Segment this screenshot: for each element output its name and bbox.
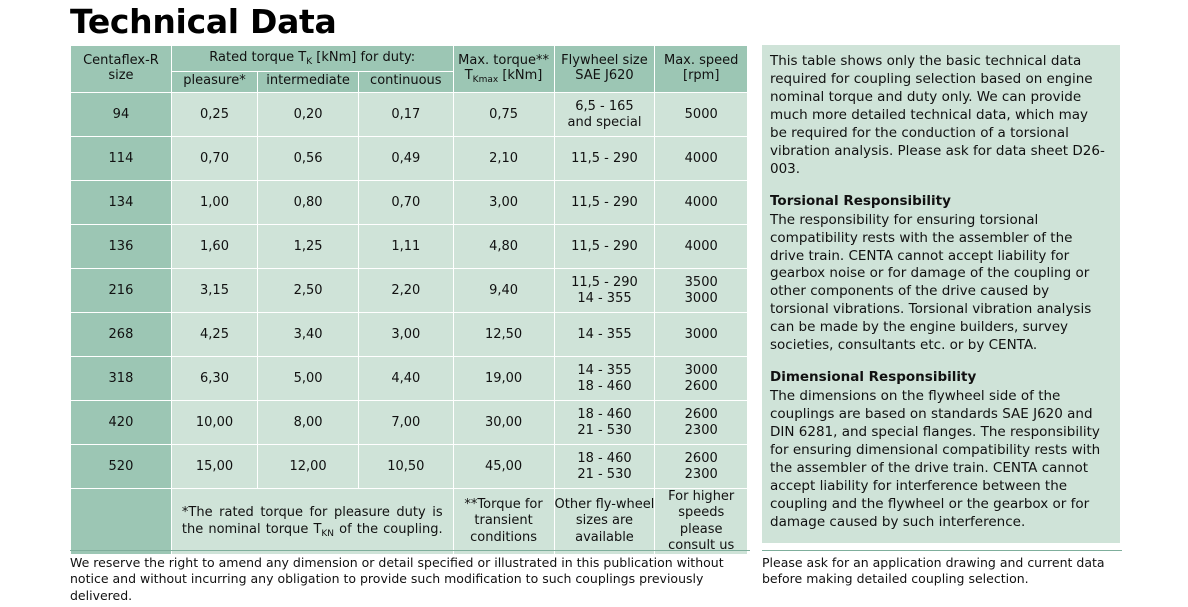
- cell-continuous: 0,70: [359, 181, 454, 225]
- table-header: [71, 46, 748, 93]
- cell-intermediate: 0,56: [258, 137, 359, 181]
- cell-flywheel-line2: 21 - 530: [577, 466, 632, 482]
- header-size-line1: Centaflex-R: [83, 53, 159, 69]
- side-dimensional-body: The dimensions on the flywheel side of the couplings are based on standards SAE J620 and DIN 6281, and special flanges. The responsibility for ensuring dimensional compatibility rests with the assembler of the drive train. CENTA cannot accept liability for interference between the coupling and the flywheel or the gearbox or for damage caused by such interference.: [770, 388, 1101, 530]
- cell-pleasure: 6,30: [171, 357, 257, 401]
- disclaimer-right: Please ask for an application drawing and current data before making detailed coupling selection.: [762, 550, 1122, 588]
- cell-continuous: 0,49: [359, 137, 454, 181]
- cell-pleasure: 1,60: [171, 225, 257, 269]
- cell-flywheel-line1: 14 - 355: [577, 362, 632, 378]
- table-row: [71, 445, 748, 489]
- table-row: [71, 357, 748, 401]
- cell-max-torque: 12,50: [453, 313, 554, 357]
- header-flywheel-line1: Flywheel size: [561, 53, 648, 69]
- cell-flywheel: [554, 445, 655, 489]
- cell-max-speed: 3000: [655, 313, 748, 357]
- header-flywheel: [554, 46, 655, 93]
- side-torsional-body: The responsibility for ensuring torsional compatibility rests with the assembler of the drive train. CENTA cannot accept liability for gearbox noise or for damage of the coupling or other components of the drive caused by torsional vibrations. Torsional vibration analysis can be made by the engine builders, survey societies, consultants etc. or by CENTA.: [770, 211, 1092, 354]
- side-torsional-heading: Torsional Responsibility: [770, 192, 951, 209]
- header-rated-torque-sub: K: [306, 56, 313, 67]
- header-max-torque: [453, 46, 554, 93]
- header-size: [71, 46, 172, 93]
- footnote-rated-sub: KN: [321, 528, 335, 539]
- footnote-max-torque: **Torque for transient conditions: [453, 489, 554, 555]
- header-max-torque-sub: Kmax: [472, 75, 499, 85]
- cell-size: 268: [71, 313, 172, 357]
- table-header-row-1: [71, 46, 748, 72]
- cell-flywheel-line2: 14 - 355: [577, 290, 632, 306]
- cell-continuous: 10,50: [359, 445, 454, 489]
- table-footnotes: [71, 489, 748, 555]
- cell-size: 134: [71, 181, 172, 225]
- header-flywheel-line2: SAE J620: [575, 68, 634, 83]
- cell-flywheel: [554, 401, 655, 445]
- cell-size: 318: [71, 357, 172, 401]
- table-row: [71, 269, 748, 313]
- footnote-max-speed: For higher speeds please consult us: [655, 489, 748, 555]
- cell-flywheel: 14 - 355: [554, 313, 655, 357]
- cell-flywheel-line1: 18 - 460: [577, 406, 632, 422]
- page-title: Technical Data: [70, 2, 337, 41]
- cell-max-speed-line2: 3000: [684, 290, 718, 306]
- disclaimer-left: We reserve the right to amend any dimension or detail specified or illustrated in this publication without notice and without incurring any obligation to provide such modification to such couplings previously delivered.: [70, 550, 750, 604]
- cell-size: 136: [71, 225, 172, 269]
- cell-max-speed-line2: 2300: [684, 422, 718, 438]
- header-max-speed-line1: Max. speed: [664, 53, 739, 69]
- header-rated-torque-rest: [kNm] for duty:: [312, 49, 416, 65]
- cell-max-torque: 45,00: [453, 445, 554, 489]
- cell-pleasure: 15,00: [171, 445, 257, 489]
- header-duty-intermediate: intermediate: [258, 71, 359, 92]
- cell-intermediate: 0,80: [258, 181, 359, 225]
- cell-flywheel-line2: 18 - 460: [577, 378, 632, 394]
- cell-max-speed: 4000: [655, 137, 748, 181]
- cell-flywheel: [554, 93, 655, 137]
- cell-intermediate: 12,00: [258, 445, 359, 489]
- cell-pleasure: 4,25: [171, 313, 257, 357]
- table-row: [71, 401, 748, 445]
- cell-continuous: 0,17: [359, 93, 454, 137]
- cell-max-torque: 9,40: [453, 269, 554, 313]
- cell-flywheel: 11,5 - 290: [554, 225, 655, 269]
- table-body: [71, 93, 748, 489]
- side-notes-panel: [762, 45, 1120, 543]
- table-row: [71, 93, 748, 137]
- cell-intermediate: 8,00: [258, 401, 359, 445]
- cell-continuous: 3,00: [359, 313, 454, 357]
- cell-continuous: 1,11: [359, 225, 454, 269]
- footnote-blank: [71, 489, 172, 555]
- side-intro: This table shows only the basic technical data required for coupling selection based on engine nominal torque and duty only. We can provide much more detailed technical data, which may be required for the conduction of a torsional vibration analysis. Please ask for data sheet D26-003.: [770, 53, 1105, 177]
- cell-pleasure: 0,25: [171, 93, 257, 137]
- table-row: [71, 225, 748, 269]
- cell-size: 420: [71, 401, 172, 445]
- table-footnote-row: [71, 489, 748, 555]
- header-max-torque-t: T: [464, 68, 473, 83]
- cell-flywheel-line2: 21 - 530: [577, 422, 632, 438]
- table-row: [71, 313, 748, 357]
- footnote-flywheel: Other fly-wheel sizes are available: [554, 489, 655, 555]
- cell-continuous: 7,00: [359, 401, 454, 445]
- cell-intermediate: 5,00: [258, 357, 359, 401]
- cell-max-speed: [655, 269, 748, 313]
- table-row: [71, 181, 748, 225]
- cell-max-speed: 4000: [655, 181, 748, 225]
- cell-flywheel: 11,5 - 290: [554, 181, 655, 225]
- cell-flywheel: 11,5 - 290: [554, 137, 655, 181]
- cell-max-torque: 2,10: [453, 137, 554, 181]
- header-rated-torque-text: Rated torque T: [209, 49, 307, 65]
- cell-continuous: 2,20: [359, 269, 454, 313]
- header-max-speed-line2: [rpm]: [683, 68, 720, 83]
- cell-flywheel: [554, 357, 655, 401]
- cell-intermediate: 0,20: [258, 93, 359, 137]
- cell-max-speed-line1: 2600: [684, 450, 718, 466]
- cell-max-speed-line1: 3500: [684, 274, 718, 290]
- cell-continuous: 4,40: [359, 357, 454, 401]
- footnote-rated-pre: *The rated torque for pleasure duty is the nominal torque T: [181, 505, 443, 537]
- cell-max-torque: 3,00: [453, 181, 554, 225]
- cell-max-speed-line2: 2300: [684, 466, 718, 482]
- technical-data-table-wrap: [70, 45, 748, 555]
- header-max-torque-line1: Max. torque**: [458, 53, 549, 69]
- cell-size: 520: [71, 445, 172, 489]
- side-dimensional-heading: Dimensional Responsibility: [770, 369, 977, 386]
- technical-data-table: [70, 45, 748, 555]
- cell-intermediate: 2,50: [258, 269, 359, 313]
- cell-max-speed: [655, 445, 748, 489]
- cell-intermediate: 1,25: [258, 225, 359, 269]
- cell-max-speed-line1: 3000: [684, 362, 718, 378]
- cell-max-torque: 0,75: [453, 93, 554, 137]
- header-size-line2: size: [108, 68, 134, 83]
- header-duty-pleasure: pleasure*: [171, 71, 257, 92]
- cell-flywheel: [554, 269, 655, 313]
- cell-flywheel-line2: and special: [567, 114, 642, 130]
- cell-intermediate: 3,40: [258, 313, 359, 357]
- cell-max-speed: [655, 401, 748, 445]
- header-duty-continuous: continuous: [359, 71, 454, 92]
- cell-size: 216: [71, 269, 172, 313]
- cell-max-speed: 4000: [655, 225, 748, 269]
- cell-max-speed: [655, 357, 748, 401]
- cell-pleasure: 0,70: [171, 137, 257, 181]
- table-row: [71, 137, 748, 181]
- cell-max-speed-line1: 2600: [684, 406, 718, 422]
- cell-flywheel-line1: 11,5 - 290: [571, 274, 638, 290]
- cell-max-torque: 4,80: [453, 225, 554, 269]
- header-max-speed: [655, 46, 748, 93]
- header-max-torque-unit: [kNm]: [498, 68, 543, 83]
- cell-max-speed: 5000: [655, 93, 748, 137]
- cell-pleasure: 1,00: [171, 181, 257, 225]
- cell-max-torque: 30,00: [453, 401, 554, 445]
- cell-pleasure: 3,15: [171, 269, 257, 313]
- header-rated-torque: [171, 46, 453, 72]
- cell-size: 94: [71, 93, 172, 137]
- cell-size: 114: [71, 137, 172, 181]
- cell-pleasure: 10,00: [171, 401, 257, 445]
- footnote-rated-torque: [171, 489, 453, 555]
- cell-max-torque: 19,00: [453, 357, 554, 401]
- cell-max-speed-line2: 2600: [684, 378, 718, 394]
- cell-flywheel-line1: 6,5 - 165: [575, 98, 634, 114]
- cell-flywheel-line1: 18 - 460: [577, 450, 632, 466]
- footnote-rated-post: of the coupling.: [334, 521, 443, 537]
